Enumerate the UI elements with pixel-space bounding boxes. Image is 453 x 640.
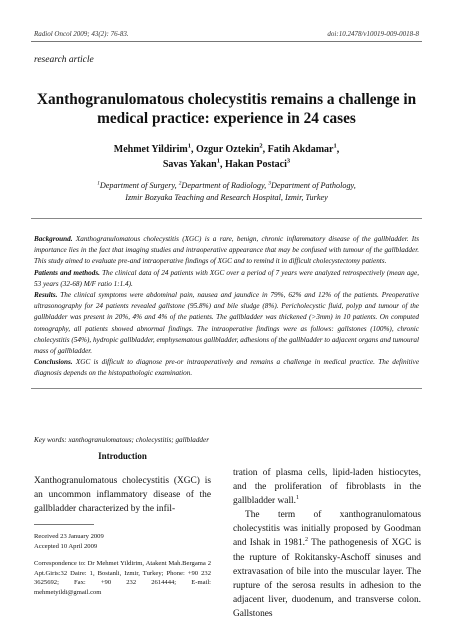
abstract bbox=[31, 218, 422, 389]
affiliation: $^2$Department of Radiology, bbox=[178, 180, 269, 190]
abstract-results: Results. The clinical symptoms were abdominal pain, nausea and jaundice in 79%, 62% and 12% of the patients. Preoperative ultrasonography for 24 patients revealed gallstone (95.8%) and bile sludge (8%). Pericholecystic fluid, polyp and tumour of the gallbladder was present in 20%, 4% and 4% of the patients. The gallbladder was thickened (>3mm) in 10 patients. On computed tomography, all patients showed abnormal findings. The intraoperative findings were as follows: gallstones (100%), chronic cholecystitis (54%), hydropic gallbladder, emphysematous gallbladder, adhesions of the gallbladder to adjacent organs and tumoural mass of gallbladder. bbox=[34, 291, 420, 356]
institution: Izmir Bozyaka Teaching and Research Hospital, Izmir, Turkey bbox=[125, 192, 328, 202]
abstract-methods: Patients and methods. The clinical data of 24 patients with XGC over a period of 7 years were analyzed retrospectively (mean age, 53 years (32-68) M/F ratio 1:1.4). bbox=[34, 268, 420, 288]
right-column bbox=[233, 466, 421, 621]
journal-citation: Radiol Oncol 2009; 43(2): 76-83. bbox=[34, 30, 129, 38]
intro-paragraph-continued: tration of plasma cells, lipid-laden histiocytes, and the proliferation of fibroblasts in the gallbladder wall.$^1$ bbox=[233, 468, 421, 507]
doi: doi:10.2478/v10019-009-0018-8 bbox=[327, 30, 419, 38]
author: Ozgur Oztekin$^2$, bbox=[195, 142, 268, 155]
affiliation: $^1$Department of Surgery, bbox=[97, 180, 179, 190]
author: Savas Yakan$^1$, bbox=[162, 157, 225, 170]
abstract-conclusions: Conclusions. XGC is difficult to diagnose pre-or intraoperatively and remains a challenge in medical practice. The definitive diagnosis depends on the histopathologic examination. bbox=[34, 358, 420, 378]
section-heading: Introduction bbox=[98, 451, 147, 461]
header-divider bbox=[31, 41, 422, 42]
author: Mehmet Yildirim$^1$, bbox=[113, 142, 196, 155]
affiliation: $^3$Department of Pathology, bbox=[268, 180, 356, 190]
left-column bbox=[34, 450, 211, 597]
affiliations bbox=[40, 180, 413, 203]
author-list bbox=[40, 143, 413, 172]
abstract-background: Background. Xanthogranulomatous cholecystitis (XGC) is a rare, benign, chronic inflammatory disease of the gallbladder. Its importance lies in the fact that imaging studies and intraoperative appearance that may be confused with tumour of the gallbladder. This study aimed to evaluate pre-and intraoperative findings of XGC and to remind it in difficult cholecystectomy patients. bbox=[34, 235, 419, 266]
author: Hakan Postaci$^3$ bbox=[224, 157, 291, 170]
correspondence: Correspondence to: Dr Mehmet Yildirim, Atakent Mah.Bergama 2 Apt.Giris:32 Daire: 1, Bostanli, Izmir, Turkey; Phone: +90 232 3625692; Fax: +90 232 2614444; E-mail: mehmetyildi@gmail.com bbox=[34, 560, 211, 596]
footnote-divider bbox=[34, 524, 94, 525]
intro-paragraph: Xanthogranulomatous cholecystitis (XGC) is an uncommon inflammatory disease of the gallbladder characterized by the infil- bbox=[34, 476, 211, 515]
article-title: Xanthogranulomatous cholecystitis remains a challenge in medical practice: experience in 24 cases bbox=[36, 91, 417, 127]
intro-paragraph: The term of xanthogranulomatous cholecystitis was initially proposed by Goodman and Ishak in 1981.$^2$ The pathogenesis of XGC is the rupture of Rokitansky-Aschoff sinuses and extravasation of bile into the muscular layer. The rupture of the serosa results in adhesion to the adjacent liver, duodenum, and transverse colon. Gallstones bbox=[233, 510, 421, 619]
article-type: research article bbox=[34, 55, 94, 65]
keywords: Key words: xanthogranulomatous; cholecystitis; gallbladder bbox=[34, 436, 210, 444]
received-dates: Received 23 January 2009 Accepted 10 April 2009 bbox=[34, 533, 104, 550]
author: Fatih Akdamar$^1$, bbox=[267, 142, 340, 155]
